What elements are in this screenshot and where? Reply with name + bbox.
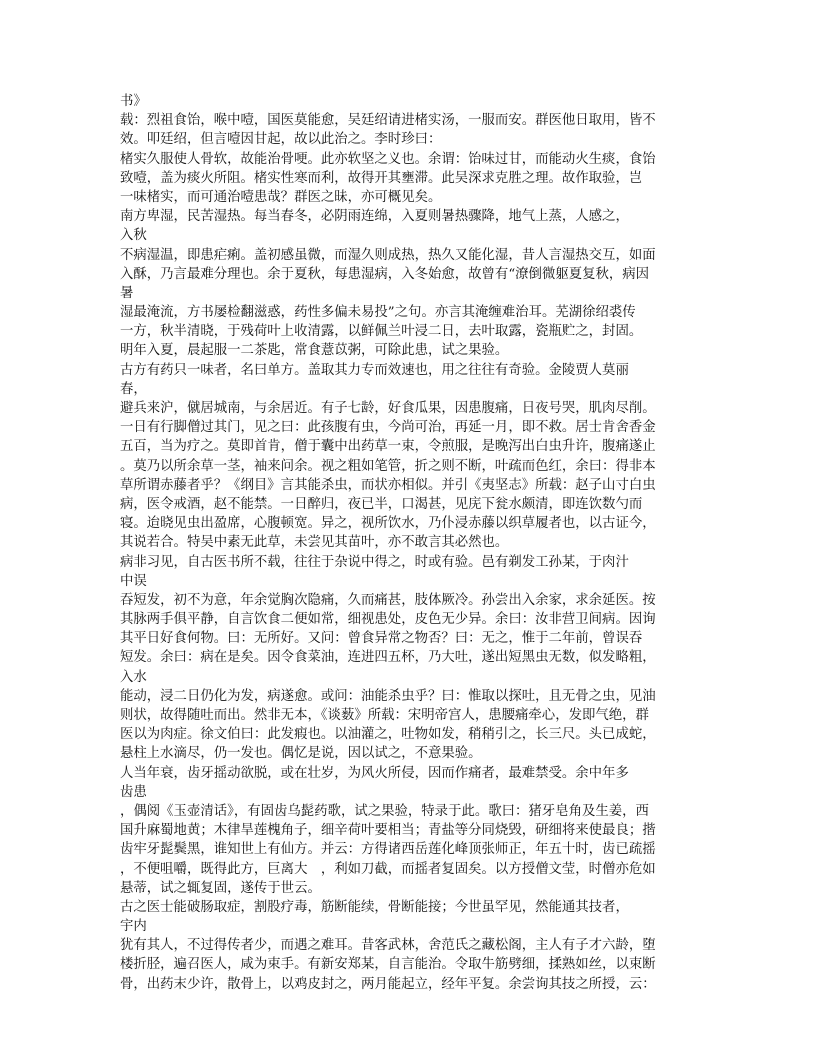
text-line: 悬蒂，试之辄复固，遂传于世云。	[120, 880, 321, 896]
text-line: 五百，当为疗之。莫即首肯，僧于囊中出药草一束，令煎服，是晚泻出白虫升许，腹痛遂止	[120, 439, 656, 455]
text-line: 短发。余曰：病在是矣。因令食菜油，连进四五杯，乃大吐，遂出短黑虫无数，似发略粗，	[120, 650, 656, 666]
text-line: 致噎，盖为痰火所阻。楮实性寒而利，故得开其壅滞。此吴深求克胜之理。故作取验，岂	[120, 170, 643, 186]
text-line: 齿患	[120, 784, 147, 800]
text-line: 医以为肉症。徐文伯曰：此发瘕也。以油灌之，吐物如发，稍稍引之，长三尺。头已成蛇，	[120, 727, 656, 743]
text-line: 载：烈祖食饴，喉中噎，国医莫能愈，吴廷绍请进楮实汤，一服而安。群医他日取用，皆不	[120, 113, 656, 129]
text-line: 宇内	[120, 919, 147, 935]
text-line: 南方卑湿，民苦湿热。每当春冬，必阴雨连绵，入夏则暑热骤降，地气上蒸，人感之，	[120, 209, 629, 225]
text-line: 古方有药只一味者，名曰单方。盖取其力专而效速也，用之往往有奇验。金陵贾人莫丽	[120, 362, 629, 378]
text-line: 吞短发，初不为意，年余觉胸次隐痛，久而痛甚，肢体厥冷。孙尝出入余家，求余延医。按	[120, 592, 656, 608]
text-line: 则状，故得随吐而出。然非无本，《谈薮》所载：宋明帝宫人，患腰痛牵心，发即气绝，群	[120, 708, 649, 723]
text-line: 悬柱上水滴尽，仍一发也。偶忆是说，因以试之，不意果验。	[120, 746, 482, 762]
text-line: 春，	[120, 381, 147, 397]
text-line: 骨，出药末少许，散骨上，以鸡皮封之，两月能起立，经年平复。余尝询其技之所授，云：	[120, 976, 656, 992]
text-line: 书》	[120, 94, 147, 109]
text-line: 入酥，乃言最难分理也。余于夏秋，每患湿病，入冬始愈，故曾有“潦倒微躯夏复秋，病因	[120, 266, 650, 282]
text-line: ，偶阅《玉壶清话》，有固齿乌髭药歌，试之果验，特录于此。歌曰：猪牙皂角及生姜，西	[120, 803, 649, 819]
text-line: 中误	[120, 573, 147, 589]
text-line: 其脉两手俱平静，自言饮食二便如常，细视患处，皮色无少异。余曰：汝非营卫间病。因询	[120, 612, 656, 628]
text-line: 国升麻蜀地黄；木律旱莲槐角子，细辛荷叶要相当；青盐等分同烧毁，研细将来使最良；揩	[120, 823, 656, 839]
text-line: 能动，浸二日仍化为发，病遂愈。或问：油能杀虫乎？曰：惟取以探吐，且无骨之虫，见油	[120, 688, 656, 704]
text-line: 避兵来沪，僦居城南，与余居近。有子七龄，好食瓜果，因患腹痛，日夜号哭，肌肉尽削。	[120, 401, 656, 416]
text-line: 一味楮实，而可通治噎患哉？群医之昧，亦可概见矣。	[120, 189, 442, 205]
text-line: 犹有其人，不过得传者少，而遇之难耳。昔客武林，舍范氏之藏松阁，主人有子才六龄，堕	[120, 938, 656, 954]
text-line: 湿最淹流，方书屡检翻滋惑，药性多偏未易投”之句。亦言其淹缠难治耳。芜湖徐绍裘传	[120, 305, 636, 321]
text-line: 。莫乃以所余草一茎，袖来问余。视之粗如笔管，折之则不断，叶疏而色红，余曰：得非本	[120, 458, 656, 474]
text-line: 入水	[120, 669, 147, 685]
text-line: 古之医士能破肠取症，割股疗毒，筋断能续，骨断能接；今世虽罕见，然能通其技者，	[120, 899, 629, 915]
text-line: 寝。迨晓见虫出盈席，心腹顿宽。异之，视所饮水，乃仆浸赤藤以织草履者也，以古证今，	[120, 516, 656, 532]
text-line: 入秋	[120, 228, 147, 244]
text-line: 其平日好食何物。曰：无所好。又问：曾食异常之物否？曰：无之，惟于二年前，曾误吞	[120, 631, 643, 647]
text-line: 人当年衰，齿牙摇动欲脱，或在壮岁，为风火所侵，因而作痛者，最难禁受。余中年多	[120, 765, 629, 781]
text-line: 病，医令戒酒，赵不能禁。一日醉归，夜已半，口渴甚，见庑下瓮水颇清，即连饮数勺而	[120, 496, 643, 512]
text-line: 其说若合。特吴中素无此草，未尝见其苗叶，亦不敢言其必然也。	[120, 535, 509, 551]
text-line: 不病湿温，即患疟痢。盖初感虽微，而湿久则成热，热久又能化湿，昔人言湿热交互，如面	[120, 247, 656, 263]
text-line: 楮实久服使人骨软，故能治骨哽。此亦软坚之义也。余谓：饴味过甘，而能动火生痰，食饴	[120, 151, 656, 167]
text-line: 明年入夏，晨起服一二茶匙，常食薏苡粥，可除此患，试之果验。	[120, 343, 509, 359]
text-line: 齿牢牙髭鬓黑，谁知世上有仙方。并云：方得诸西岳莲化峰顶张师正，年五十时，齿已疏摇	[120, 842, 656, 858]
document-page	[120, 92, 685, 994]
text-line: 楼折胫，遍召医人，咸为束手。有新安郑某，自言能治。令取牛筋劈细，揉熟如丝，以束断	[120, 957, 656, 973]
text-line: 暑	[120, 285, 134, 301]
text-line: 草所谓赤藤者乎？《纲目》言其能杀虫，而状亦相似。并引《夷坚志》所载：赵子山寸白虫	[120, 477, 656, 493]
text-line: 一方，秋半清晓，于残荷叶上收清露，以鲜佩兰叶浸二日，去叶取露，瓷瓶贮之，封固。	[120, 324, 643, 340]
text-line: 一日有行脚僧过其门，见之曰：此孩腹有虫，今尚可治，再延一月，即不救。居士肯舍香金	[120, 420, 656, 436]
text-line: ，不便咀嚼，既得此方，巨离大 ，利如刀截，而摇者复固矣。以方授僧文莹，时僧亦危如	[120, 861, 656, 877]
text-line: 病非习见，自古医书所不载，往往于杂说中得之，时或有验。邑有剃发工孙某，于肉汁	[120, 554, 629, 570]
text-line: 效。叩廷绍，但言噎因甘起，故以此治之。李时珍曰：	[120, 132, 442, 148]
